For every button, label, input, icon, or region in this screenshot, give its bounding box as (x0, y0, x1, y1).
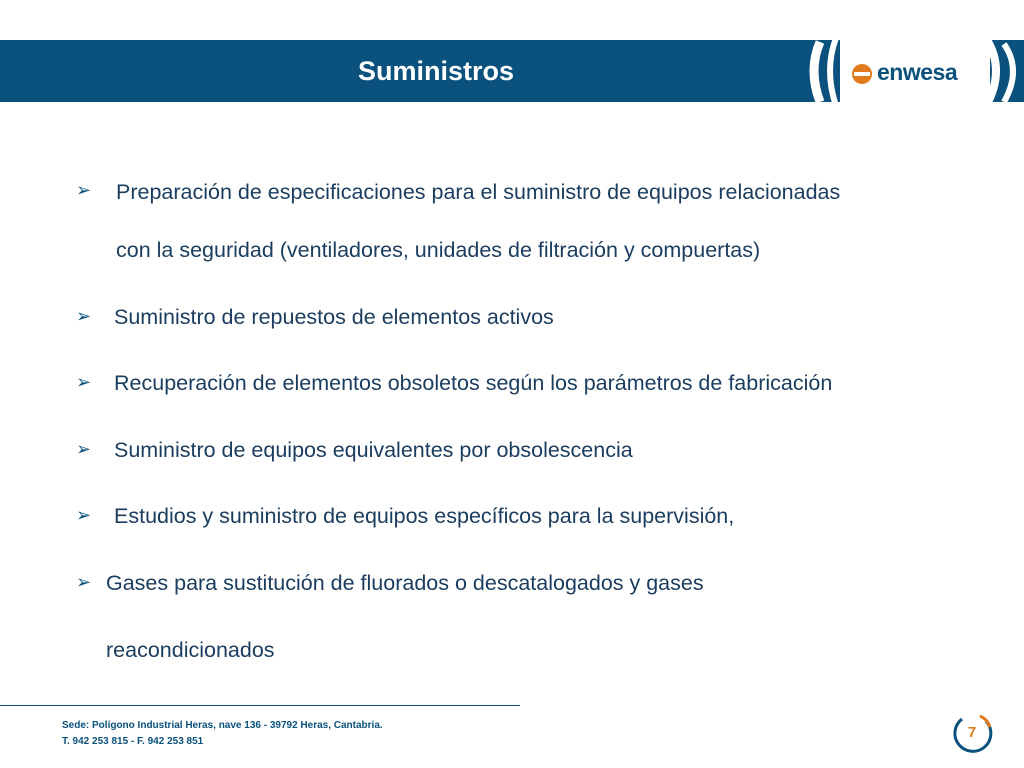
bullet-item-1-line-1: Preparación de especificaciones para el suministro de equipos relacionadas (116, 180, 841, 204)
arrow-bullet-icon: ➢ (76, 180, 92, 200)
arrow-bullet-icon: ➢ (76, 306, 92, 326)
footer-phone: T. 942 253 815 - F. 942 253 851 (62, 736, 204, 747)
bullet-item-3: Recuperación de elementos obsoletos según los parámetros de fabricación (114, 371, 833, 395)
footer-divider (0, 705, 520, 706)
bullet-item-1-line-2: con la seguridad (ventiladores, unidades de filtración y compuertas) (116, 238, 761, 262)
bullet-item-5: Estudios y suministro de equipos específicos para la supervisión, (114, 504, 735, 528)
arrow-bullet-icon: ➢ (76, 439, 92, 459)
arrow-bullet-icon: ➢ (76, 505, 92, 525)
bullet-item-2: Suministro de repuestos de elementos activos (114, 305, 554, 329)
logo-text: enwesa (877, 59, 958, 85)
page-number: 7 (967, 724, 977, 741)
bullet-item-6-line-2: reacondicionados (106, 638, 275, 662)
slide-title: Suministros (357, 56, 515, 86)
arrow-bullet-icon: ➢ (76, 372, 92, 392)
arrow-bullet-icon: ➢ (76, 572, 92, 592)
bullet-item-4: Suministro de equipos equivalentes por obsolescencia (114, 438, 633, 462)
footer-address: Sede: Polígono Industrial Heras, nave 136 - 39792 Heras, Cantabria. (62, 720, 383, 731)
bullet-item-6-line-1: Gases para sustitución de fluorados o descatalogados y gases (106, 571, 704, 595)
